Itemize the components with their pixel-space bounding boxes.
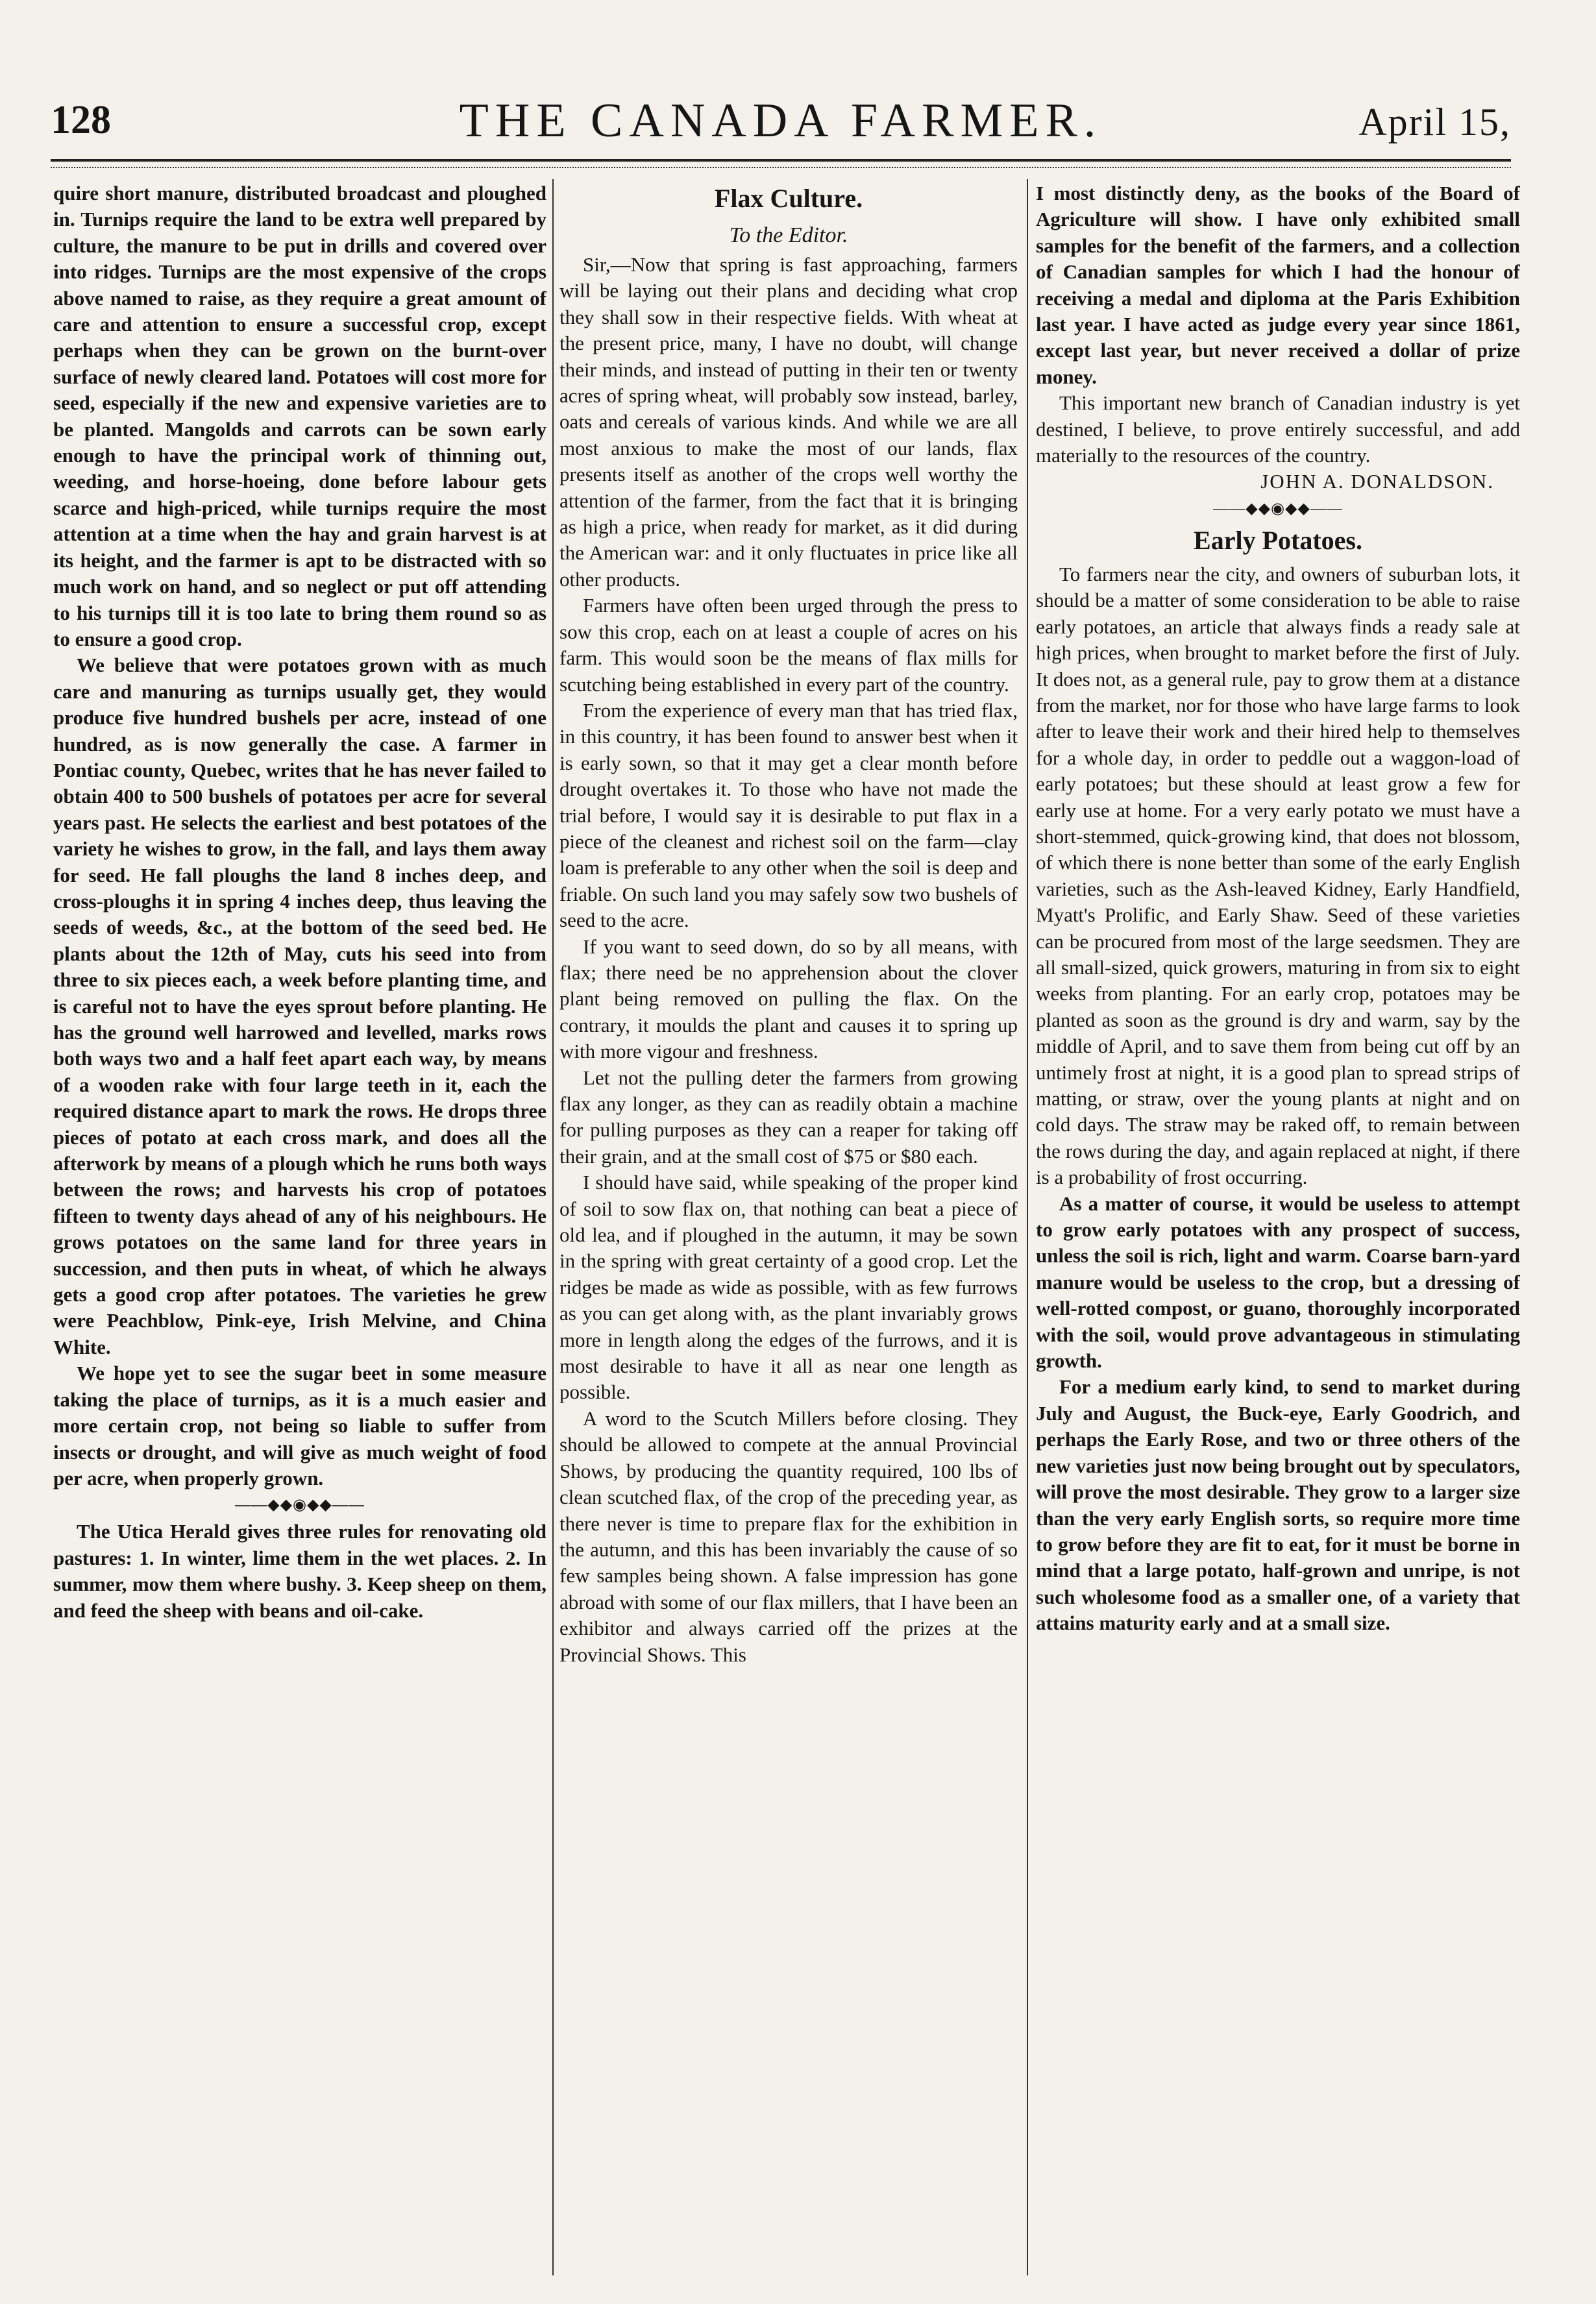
issue-date: April 15, bbox=[1358, 101, 1511, 143]
page-number: 128 bbox=[51, 98, 111, 142]
newspaper-title: THE CANADA FARMER. bbox=[459, 94, 1103, 147]
column-1 bbox=[53, 180, 546, 2264]
article-paragraph: If you want to seed down, do so by all means, with flax; there need be no apprehension about the clover plant being removed on pulling the flax. On the contrary, it moulds the plant and causes it to spring up with more vigour and freshness. bbox=[559, 935, 1018, 1063]
article-paragraph: Farmers have often been urged through the press to sow this crop, each on at least a couple of acres on his farm. This would soon be the means of flax mills for scutching being established in every part of the country. bbox=[559, 594, 1018, 696]
article-subheading: To the Editor. bbox=[729, 223, 848, 247]
article-paragraph: We hope yet to see the sugar beet in some measure taking the place of turnips, as it is a much easier and more certain crop, not being so liable to suffer from insects or drought, and will give as much weight of food per acre, when properly grown. bbox=[53, 1362, 546, 1489]
masthead-dotted-rule bbox=[51, 167, 1511, 168]
column-2 bbox=[559, 180, 1018, 2264]
article-heading: Early Potatoes. bbox=[1194, 525, 1362, 555]
section-ornament: ——◆◆◉◆◆—— bbox=[1213, 500, 1343, 517]
masthead bbox=[51, 91, 1511, 156]
article-heading: Flax Culture. bbox=[714, 184, 863, 213]
column-3 bbox=[1036, 180, 1520, 2264]
article-paragraph: A word to the Scutch Millers before closing. They should be allowed to compete at the annual Provincial Shows, by producing the quantity required, 100 lbs of clean scutched flax, of the crop of the preceding year, as there never is time to prepare flax for the exhibition in the autumn, and this has been invariably the cause of so few samples being shown. A false impression has gone abroad with some of our flax millers, that I have been an exhibitor and always carried off the prizes at the Provincial Shows. This bbox=[559, 1406, 1018, 1666]
article-paragraph: Let not the pulling deter the farmers from growing flax any longer, as they can as readily obtain a machine for pulling purposes as they can a reaper for taking off their grain, and at the small cost of $75 or $80 each. bbox=[559, 1066, 1018, 1168]
column-divider bbox=[552, 179, 554, 2275]
article-paragraph: I should have said, while speaking of the proper kind of soil to sow flax on, that nothing can beat a piece of old lea, and if ploughed in the autumn, it may be sown in the spring with great certainty of a good crop. Let the ridges be made as wide as possible, with as few furrows as you can get along with, as the plant invariably grows more in length along the edges of the furrows, and it is most desirable to have it all as near one length as possible. bbox=[559, 1171, 1018, 1404]
masthead-rule bbox=[51, 159, 1511, 162]
article-paragraph: quire short manure, distributed broadcast and ploughed in. Turnips require the land to be extra well prepared by culture, the manure to be put in drills and covered over into ridges. Turnips are the most expensive of the crops above named to raise, as they require a great amount of care and attention to ensure a successful crop, except perhaps when they can be grown on the burnt-over surface of newly cleared land. Potatoes will cost more for seed, especially if the new and expensive varieties are to be planted. Mangolds and carrots can be sown early enough to have the principal work of thinning out, weeding, and horse-hoeing, done before labour gets scarce and high-priced, while turnips require the most attention at a time when the hay and grain harvest is at its height, and the farmer is apt to be distracted with so much work on hand, and so neglect or put off attending to his turnips till it is too late to bring them round so as to ensure a good crop. bbox=[53, 182, 546, 650]
column-divider bbox=[1027, 179, 1028, 2275]
article-paragraph: This important new branch of Canadian industry is yet destined, I believe, to prove entirely successful, and add materially to the resources of the country. bbox=[1036, 391, 1520, 467]
section-ornament: ——◆◆◉◆◆—— bbox=[235, 1497, 365, 1514]
article-paragraph: The Utica Herald gives three rules for renovating old pastures: 1. In winter, lime them in the wet places. 2. In summer, mow them where bushy. 3. Keep sheep on them, and feed the sheep with beans and oil-cake. bbox=[53, 1520, 546, 1622]
article-paragraph: From the experience of every man that has tried flax, in this country, it has been found to answer best when it is early sown, so that it may get a clear month before drought overtakes it. To those who have not made the trial before, I would say it is desirable to put flax in a piece of the cleanest and richest soil on the farm—clay loam is preferable to any other when the soil is deep and friable. On such land you may safely sow two bushels of seed to the acre. bbox=[559, 698, 1018, 932]
article-paragraph: We believe that were potatoes grown with as much care and manuring as turnips usually get, they would produce five hundred bushels per acre, instead of one hundred, as is now generally the case. A farmer in Pontiac county, Quebec, writes that he has never failed to obtain 400 to 500 bushels of potatoes per acre for several years past. He selects the earliest and best potatoes of the variety he wishes to grow, in the fall, and lays them away for seed. He fall ploughs the land 8 inches deep, and cross-ploughs it in spring 4 inches deep, thus leaving the seeds of weeds, &c., at the bottom of the seed bed. He plants about the 12th of May, cuts his seed into from three to six pieces each, a week before planting time, and is careful not to have the eyes sprout before planting. He has the ground well harrowed and levelled, marks rows both ways two and a half feet apart each way, by means of a wooden rake with four large teeth in it, each the required distance apart to mark the rows. He drops three pieces of potato at each cross mark, and does all the afterwork by means of a plough which he runs both ways between the rows; and harvests his crop of potatoes fifteen to twenty days ahead of any of his neighbours. He grows potatoes on the same land for three years in succession, and then puts in wheat, of which he always gets a good crop after potatoes. The varieties he grew were Peachblow, Pink-eye, Irish Melvine, and China White. bbox=[53, 654, 546, 1358]
article-paragraph: Sir,—Now that spring is fast approaching, farmers will be laying out their plans and deciding what crop they shall sow in their respective fields. With wheat at the present price, many, I have no doubt, will change their minds, and instead of putting in their ten or twenty acres of spring wheat, will probably sow instead, barley, oats and cereals of various kinds. And while we are all most anxious to make the most of our lands, flax presents itself as another of the crops well worthy the attention of the farmer, from the fact that it is bringing as high a price, when ready for market, as it did during the American war: and it only fluctuates in price like all other products. bbox=[559, 253, 1018, 591]
article-paragraph: For a medium early kind, to send to market during July and August, the Buck-eye, Early Goodrich, and perhaps the Early Rose, and two or three others of the new varieties just now being brought out by speculators, will prove the most desirable. They grow to a larger size than the very early English sorts, so require more time to grow before they are fit to eat, for it must be borne in mind that a large potato, half-grown and unripe, is not such wholesome food as a smaller one, of a variety that attains maturity early and at a small size. bbox=[1036, 1375, 1520, 1635]
article-paragraph: I most distinctly deny, as the books of the Board of Agriculture will show. I have only exhibited small samples for the benefit of the farmers, and a collection of Canadian samples for which I had the honour of receiving a medal and diploma at the Paris Exhibition last year. I have acted as judge every year since 1861, except last year, but never received a dollar of prize money. bbox=[1036, 182, 1520, 388]
article-paragraph: As a matter of course, it would be useless to attempt to grow early potatoes with any prospect of success, unless the soil is rich, light and warm. Coarse barn-yard manure would be useless to the crop, but a dressing of well-rotted compost, or guano, thoroughly incorporated with the soil, would prove advantageous in stimulating growth. bbox=[1036, 1192, 1520, 1373]
article-paragraph: To farmers near the city, and owners of suburban lots, it should be a matter of some consideration to be able to raise early potatoes, an article that always finds a ready sale at high prices, when brought to market before the first of July. It does not, as a general rule, pay to grow them at a distance from the market, nor for those who have large farms to look after to leave their work and their hired help to themselves for a whole day, in order to peddle out a waggon-load of early potatoes; but these should at least grow a few for early use at home. For a very early potato we must have a short-stemmed, quick-growing kind, that does not blossom, of which there is none better than some of the early English varieties, such as the Ash-leaved Kidney, Early Handfield, Myatt's Prolific, and Early Shaw. Seed of these varieties can be procured from most of the large seedsmen. They are all small-sized, quick growers, maturing in from six to eight weeks from planting. For an early crop, potatoes may be planted as soon as the ground is dry and warm, say by the middle of April, and to save them from being cut off by an untimely frost at night, it is a good plan to spread strips of matting, or straw, over the young plants at night and on cold days. The straw may be raked off, to remain between the rows during the day, and again replaced at night, if there is a probability of frost occurring. bbox=[1036, 562, 1520, 1189]
letter-signature: JOHN A. DONALDSON. bbox=[1260, 470, 1494, 493]
